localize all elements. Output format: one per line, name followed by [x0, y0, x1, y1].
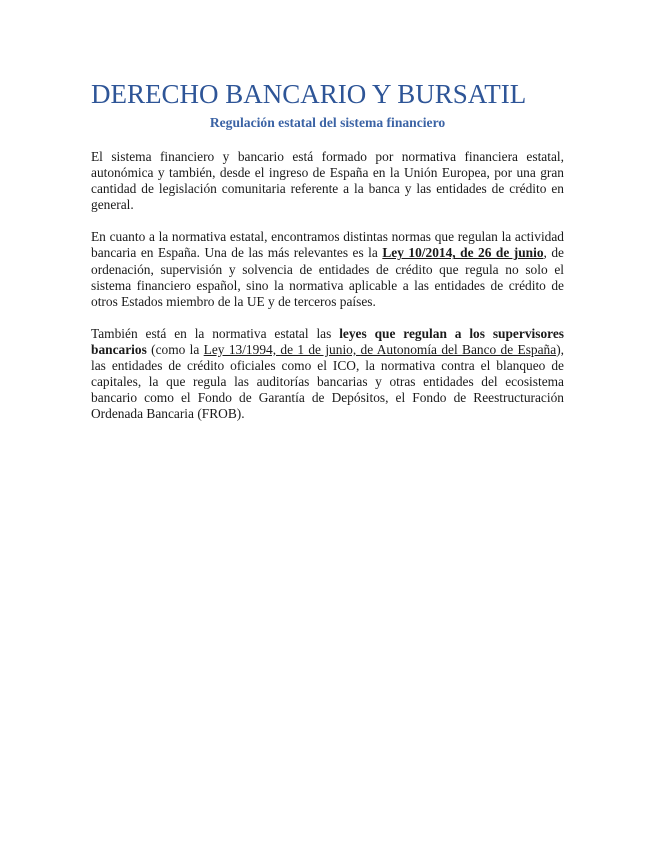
paragraph-3-text-before: También está en la normativa estatal las [91, 325, 340, 341]
paragraph-2-text-after: , de ordenación, supervisión y solvencia de entidades de crédito que regula no solo el sistema financiero español, sino la normativa aplicable a las entidades de crédito de otros Estados miembro de la UE y de terceros países. [91, 245, 565, 309]
paragraph-supervisores [91, 326, 564, 423]
paragraph-3-text-middle: (como la [146, 341, 204, 357]
paragraph-2-text-before: En cuanto a la normativa estatal, encontramos distintas normas que regulan la actividad bancaria en España. Una de las más relevantes es la [91, 229, 564, 261]
ley-13-1994-link[interactable]: Ley 13/1994, de 1 de junio, de Autonomía del Banco de España [203, 341, 557, 357]
ley-10-2014-link[interactable]: Ley 10/2014, de 26 de junio [382, 245, 544, 261]
supervisores-bancarios-strong: leyes que regulan a los supervisores bancarios [91, 325, 564, 357]
document-subtitle: Regulación estatal del sistema financiero [209, 115, 446, 130]
document-title: DERECHO BANCARIO Y BURSATIL [91, 79, 527, 109]
paragraph-normativa-estatal [91, 229, 564, 309]
paragraph-intro-text: El sistema financiero y bancario está formado por normativa financiera estatal, autonómica y también, desde el ingreso de España en la Unión Europea, por una gran cantidad de legislación comunitaria referente a la banca y las entidades de crédito en general. [91, 149, 564, 213]
paragraph-3-text-after: ), las entidades de crédito oficiales como el ICO, la normativa contra el blanqueo de capitales, la que regula las auditorías bancarias y otras entidades del ecosistema bancario como el Fondo de Garantía de Depósitos, el Fondo de Reestructuración Ordenada Bancaria (FROB). [91, 341, 564, 422]
document-page [91, 78, 564, 422]
paragraph-intro [91, 149, 564, 213]
